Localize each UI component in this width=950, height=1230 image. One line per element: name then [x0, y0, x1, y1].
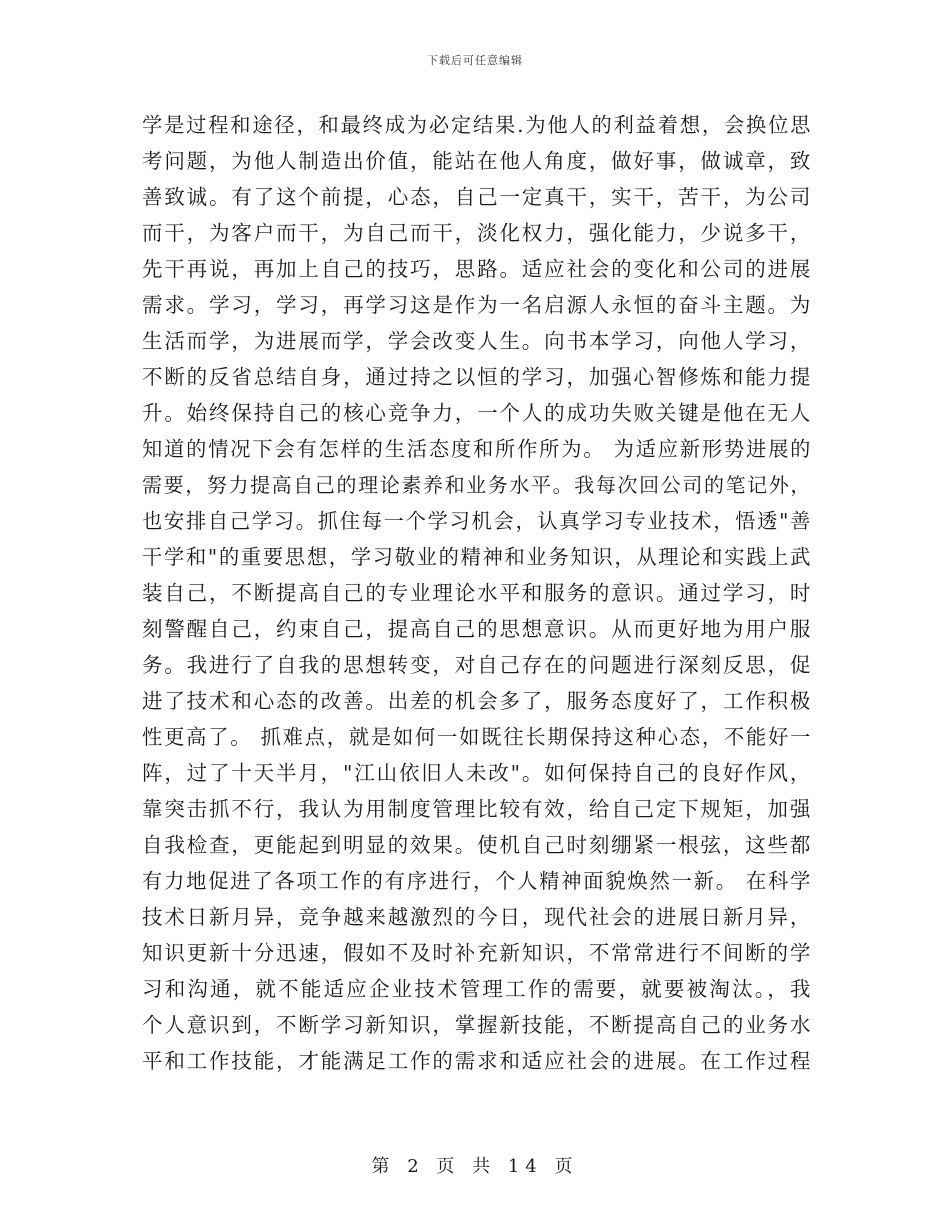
- body-line: 务。我进行了自我的思想转变，对自己存在的问题进行深刻反思，促: [142, 653, 812, 677]
- page-header: 下载后可任意编辑: [427, 54, 523, 67]
- body-line: 学是过程和途径，和最终成为必定结果.为他人的利益着想，会换位思: [142, 113, 812, 137]
- body-line: 个人意识到，不断学习新知识，掌握新技能，不断提高自己的业务水: [142, 1013, 812, 1037]
- body-line: 升。始终保持自己的核心竞争力，一个人的成功失败关键是他在无人: [142, 401, 812, 425]
- body-line: 先干再说，再加上自己的技巧，思路。适应社会的变化和公司的进展: [142, 257, 812, 281]
- body-line: 技术日新月异，竞争越来越激烈的今日，现代社会的进展日新月异，: [142, 905, 812, 929]
- body-line: 自我检查，更能起到明显的效果。使机自己时刻绷紧一根弦，这些都: [142, 833, 812, 857]
- body-line: 有力地促进了各项工作的有序进行，个人精神面貌焕然一新。 在科学: [142, 869, 812, 893]
- body-line: 需求。学习，学习，再学习这是作为一名启源人永恒的奋斗主题。为: [142, 293, 812, 317]
- body-line: 善致诚。有了这个前提，心态，自己一定真干，实干，苦干，为公司: [142, 185, 812, 209]
- body-line: 平和工作技能，才能满足工作的需求和适应社会的进展。在工作过程: [142, 1049, 812, 1073]
- body-line: 装自己，不断提高自己的专业理论水平和服务的意识。通过学习，时: [142, 581, 812, 605]
- page-footer: 第 2 页 共 14 页: [371, 1156, 579, 1177]
- body-line: 知道的情况下会有怎样的生活态度和所作所为。 为适应新形势进展的: [142, 437, 812, 461]
- body-line: 刻警醒自己，约束自己，提高自己的思想意识。从而更好地为用户服: [142, 617, 812, 641]
- body-line: 生活而学，为进展而学，学会改变人生。向书本学习，向他人学习，: [142, 329, 812, 353]
- body-line: 干学和"的重要思想，学习敬业的精神和业务知识，从理论和实践上武: [142, 545, 812, 569]
- body-line: 习和沟通，就不能适应企业技术管理工作的需要，就要被淘汰。，我: [142, 977, 812, 1001]
- body-line: 不断的反省总结自身，通过持之以恒的学习，加强心智修炼和能力提: [142, 365, 812, 389]
- body-line: 靠突击抓不行，我认为用制度管理比较有效，给自己定下规矩，加强: [142, 797, 812, 821]
- body-line: 也安排自己学习。抓住每一个学习机会，认真学习专业技术，悟透"善: [142, 509, 812, 533]
- body-line: 阵，过了十天半月，"江山依旧人未改"。如何保持自己的良好作风，: [142, 761, 812, 785]
- body-line: 进了技术和心态的改善。出差的机会多了，服务态度好了，工作积极: [142, 689, 812, 713]
- document-body: [142, 107, 812, 1079]
- body-line: 性更高了。 抓难点，就是如何一如既往长期保持这种心态，不能好一: [142, 725, 812, 749]
- body-line: 需要，努力提高自己的理论素养和业务水平。我每次回公司的笔记外，: [142, 473, 812, 497]
- body-line: 考问题，为他人制造出价值，能站在他人角度，做好事，做诚章，致: [142, 149, 812, 173]
- body-line: 而干，为客户而干，为自己而干，淡化权力，强化能力，少说多干，: [142, 221, 812, 245]
- body-line: 知识更新十分迅速，假如不及时补充新知识，不常常进行不间断的学: [142, 941, 812, 965]
